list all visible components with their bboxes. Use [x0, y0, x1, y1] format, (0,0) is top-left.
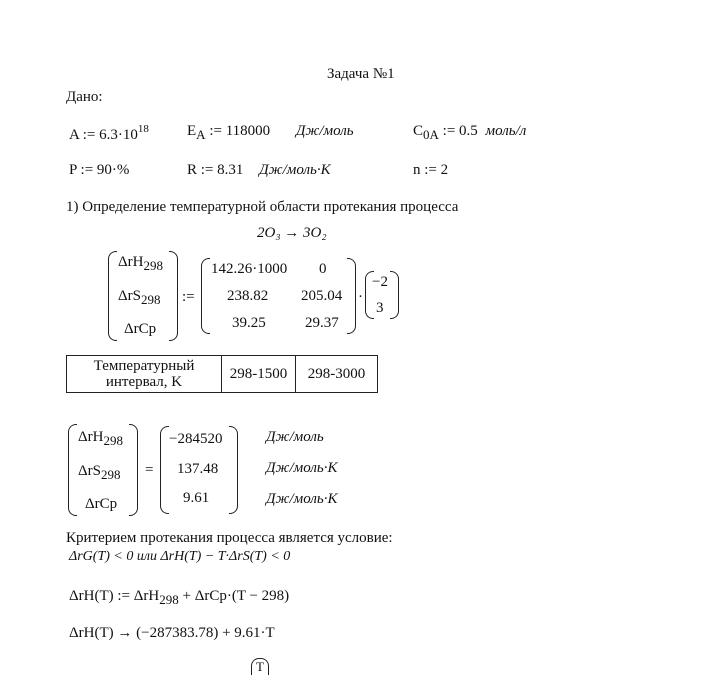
matrix1-lhs-dCp: ΔrCp	[124, 321, 157, 337]
matrix1-cell: 205.04	[301, 288, 343, 304]
given-A-exponent: 18	[137, 123, 149, 135]
criterion-text: Критерием протекания процесса является условие:	[66, 530, 393, 546]
vector-cell: −2	[372, 274, 388, 290]
left-paren-icon	[160, 426, 169, 514]
vector-cell: 3	[376, 300, 384, 316]
given-A-text: A := 6.3·10	[69, 127, 138, 143]
matrix1-cell: 39.25	[232, 315, 266, 331]
matrix2-cell: −284520	[169, 431, 223, 447]
matrix1-assign: :=	[182, 289, 195, 305]
enthalpy-result: ΔrH(T) → (−287383.78) + 9.61·T	[69, 625, 275, 641]
table-row	[67, 356, 378, 393]
page-title: Задача №1	[327, 66, 395, 82]
matrix2-unit: Дж/моль·K	[266, 460, 338, 476]
matrix1-cell: 29.37	[305, 315, 339, 331]
left-paren-icon	[108, 251, 117, 341]
given-EA-unit: Дж/моль	[295, 123, 354, 139]
right-paren-icon	[129, 424, 138, 516]
matrix2-values	[160, 426, 238, 514]
matrix2-unit: Дж/моль·K	[266, 491, 338, 507]
criterion-condition: ΔrG(T) < 0 или ΔrH(T) − T·ΔrS(T) < 0	[69, 549, 291, 564]
matrix2-cell: 137.48	[177, 461, 219, 477]
right-paren-icon	[390, 271, 399, 319]
matrix1-lhs	[108, 251, 178, 341]
right-paren-icon	[229, 426, 238, 514]
given-R-unit: Дж/моль·K	[259, 162, 331, 178]
given-C0A	[413, 123, 526, 143]
enthalpy-equation: ΔrH(T) := ΔrH298 + ΔrCp·(T − 298)	[69, 588, 290, 607]
left-paren-icon	[68, 424, 77, 516]
matrix2-lhs-dCp: ΔrCp	[85, 496, 118, 512]
matrix1-cell: 142.26·1000	[211, 261, 288, 277]
table-cell: 298-1500	[222, 356, 296, 393]
given-C0A-value: := 0.5	[442, 123, 478, 139]
given-C0A-unit: моль/л	[485, 123, 527, 139]
matrix1-lhs-dH: ΔrH298	[118, 254, 163, 273]
reaction-equation: 2O₃ → 3O₂	[257, 225, 327, 241]
given-R	[187, 162, 331, 179]
right-paren-icon	[347, 258, 356, 334]
matrix2-unit: Дж/моль	[266, 429, 324, 445]
given-EA	[187, 123, 354, 143]
table-header-cell: Температурный интервал, K	[67, 356, 222, 393]
given-R-value: R := 8.31	[187, 162, 244, 178]
matrix1-lhs-dS: ΔrS298	[118, 288, 161, 307]
given-n: n := 2	[413, 162, 449, 178]
matrix1-dot: ·	[358, 289, 363, 305]
matrix1-values	[201, 258, 356, 334]
partial-expression: T	[251, 658, 269, 675]
given-label: Дано:	[66, 89, 103, 105]
matrix2-lhs-dS: ΔrS298	[78, 463, 121, 482]
table-cell: 298-3000	[296, 356, 378, 393]
matrix2-lhs-dH: ΔrH298	[78, 429, 123, 448]
given-C0A-subscript: 0A	[423, 127, 439, 142]
left-paren-icon	[201, 258, 210, 334]
given-EA-value: := 118000	[209, 123, 271, 139]
given-EA-subscript: A	[196, 127, 206, 142]
matrix1-cell: 238.82	[227, 288, 269, 304]
matrix2-equals: =	[145, 462, 154, 478]
temperature-interval-table	[66, 355, 378, 393]
given-EA-symbol: E	[187, 123, 197, 139]
given-P: P := 90·%	[69, 162, 130, 178]
matrix2-lhs	[68, 424, 138, 516]
section-1-heading: 1) Определение температурной области протекания процесса	[66, 199, 459, 215]
given-A	[69, 123, 149, 144]
matrix1-cell: 0	[319, 261, 327, 277]
matrix2-cell: 9.61	[183, 490, 210, 506]
matrix1-vector	[365, 271, 399, 319]
given-C0A-symbol: C	[413, 123, 424, 139]
right-paren-icon	[169, 251, 178, 341]
